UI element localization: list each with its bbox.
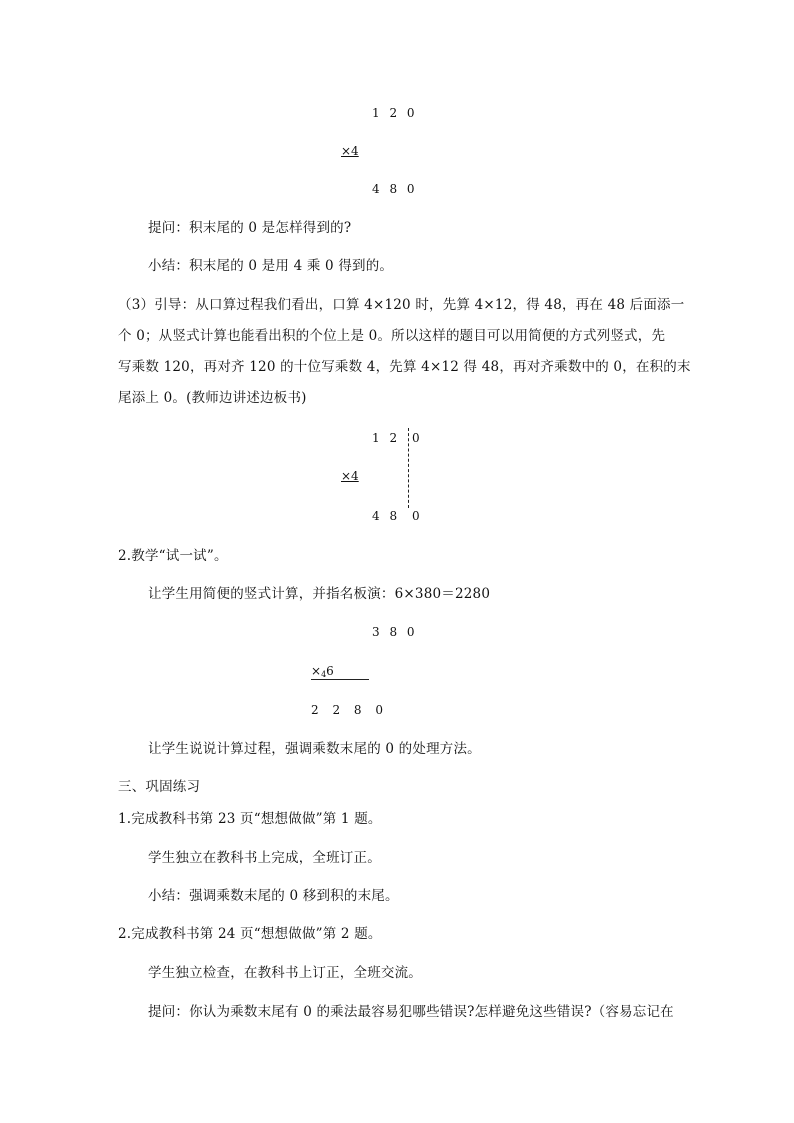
exercise-1-paragraph-2: 小结：强调乘数末尾的 0 移到积的末尾。 bbox=[148, 888, 399, 904]
guide-paragraph-line-4: 尾添上 0。(教师边讲述边板书) bbox=[118, 390, 307, 406]
calc1-multiplicand: 1 2 0 bbox=[372, 106, 415, 120]
explain-paragraph: 让学生说说计算过程，强调乘数末尾的 0 的处理方法。 bbox=[148, 741, 481, 757]
exercise-1-paragraph-1: 学生独立在教科书上完成，全班订正。 bbox=[148, 850, 381, 866]
calc2-multiplicand-digits: 1 2 bbox=[372, 431, 398, 445]
guide-paragraph-line-2: 个 0；从竖式计算也能看出积的个位上是 0。所以这样的题目可以用简便的方式列竖式，先 bbox=[118, 328, 666, 344]
calc3-product-line bbox=[311, 679, 369, 680]
guide-paragraph-line-1: （3）引导：从口算过程我们看出，口算 4×120 时，先算 4×12，得 48，再在 48 后面添一 bbox=[118, 297, 685, 313]
calc2-product-digits: 4 8 bbox=[372, 509, 398, 523]
calc1-product: 4 8 0 bbox=[372, 182, 415, 196]
exercise-1-title: 1.完成教科书第 23 页“想想做做”第 1 题。 bbox=[118, 811, 382, 827]
exercise-2-paragraph-1: 学生独立检查，在教科书上订正，全班交流。 bbox=[148, 965, 422, 981]
exercise-2-paragraph-2: 提问：你认为乘数末尾有 0 的乘法最容易犯哪些错误?怎样避免这些错误?（容易忘记在 bbox=[148, 1004, 674, 1020]
section-2-title: 2.教学“试一试”。 bbox=[118, 548, 228, 564]
calc3-multiplicand: 3 8 0 bbox=[372, 625, 415, 639]
calc3-times-sign: × bbox=[311, 664, 322, 678]
calc3-product: 2 2 8 0 bbox=[311, 703, 383, 717]
calc1-multiplier: ×4 bbox=[341, 144, 359, 158]
summary-paragraph-1: 小结：积末尾的 0 是用 4 乘 0 得到的。 bbox=[148, 258, 394, 274]
calc2-dashed-separator bbox=[408, 428, 409, 508]
exercise-2-title: 2.完成教科书第 24 页“想想做做”第 2 题。 bbox=[118, 926, 382, 942]
try-paragraph: 让学生用简便的竖式计算，并指名板演：6×380＝2280 bbox=[148, 586, 491, 602]
section-3-title: 三、巩固练习 bbox=[118, 779, 201, 795]
calc2-multiplicand-zero: 0 bbox=[412, 431, 420, 445]
guide-paragraph-line-3: 写乘数 120，再对齐 120 的十位写乘数 4，先算 4×12 得 48，再对齐乘数中的 0，在积的末 bbox=[118, 359, 691, 375]
calc3-subscript: 4 bbox=[321, 670, 327, 679]
question-paragraph-1: 提问：积末尾的 0 是怎样得到的? bbox=[148, 220, 352, 236]
calc2-product-zero: 0 bbox=[412, 509, 420, 523]
calc3-multiplier-digit: 6 bbox=[326, 664, 334, 678]
calc2-multiplier: ×4 bbox=[341, 469, 359, 483]
